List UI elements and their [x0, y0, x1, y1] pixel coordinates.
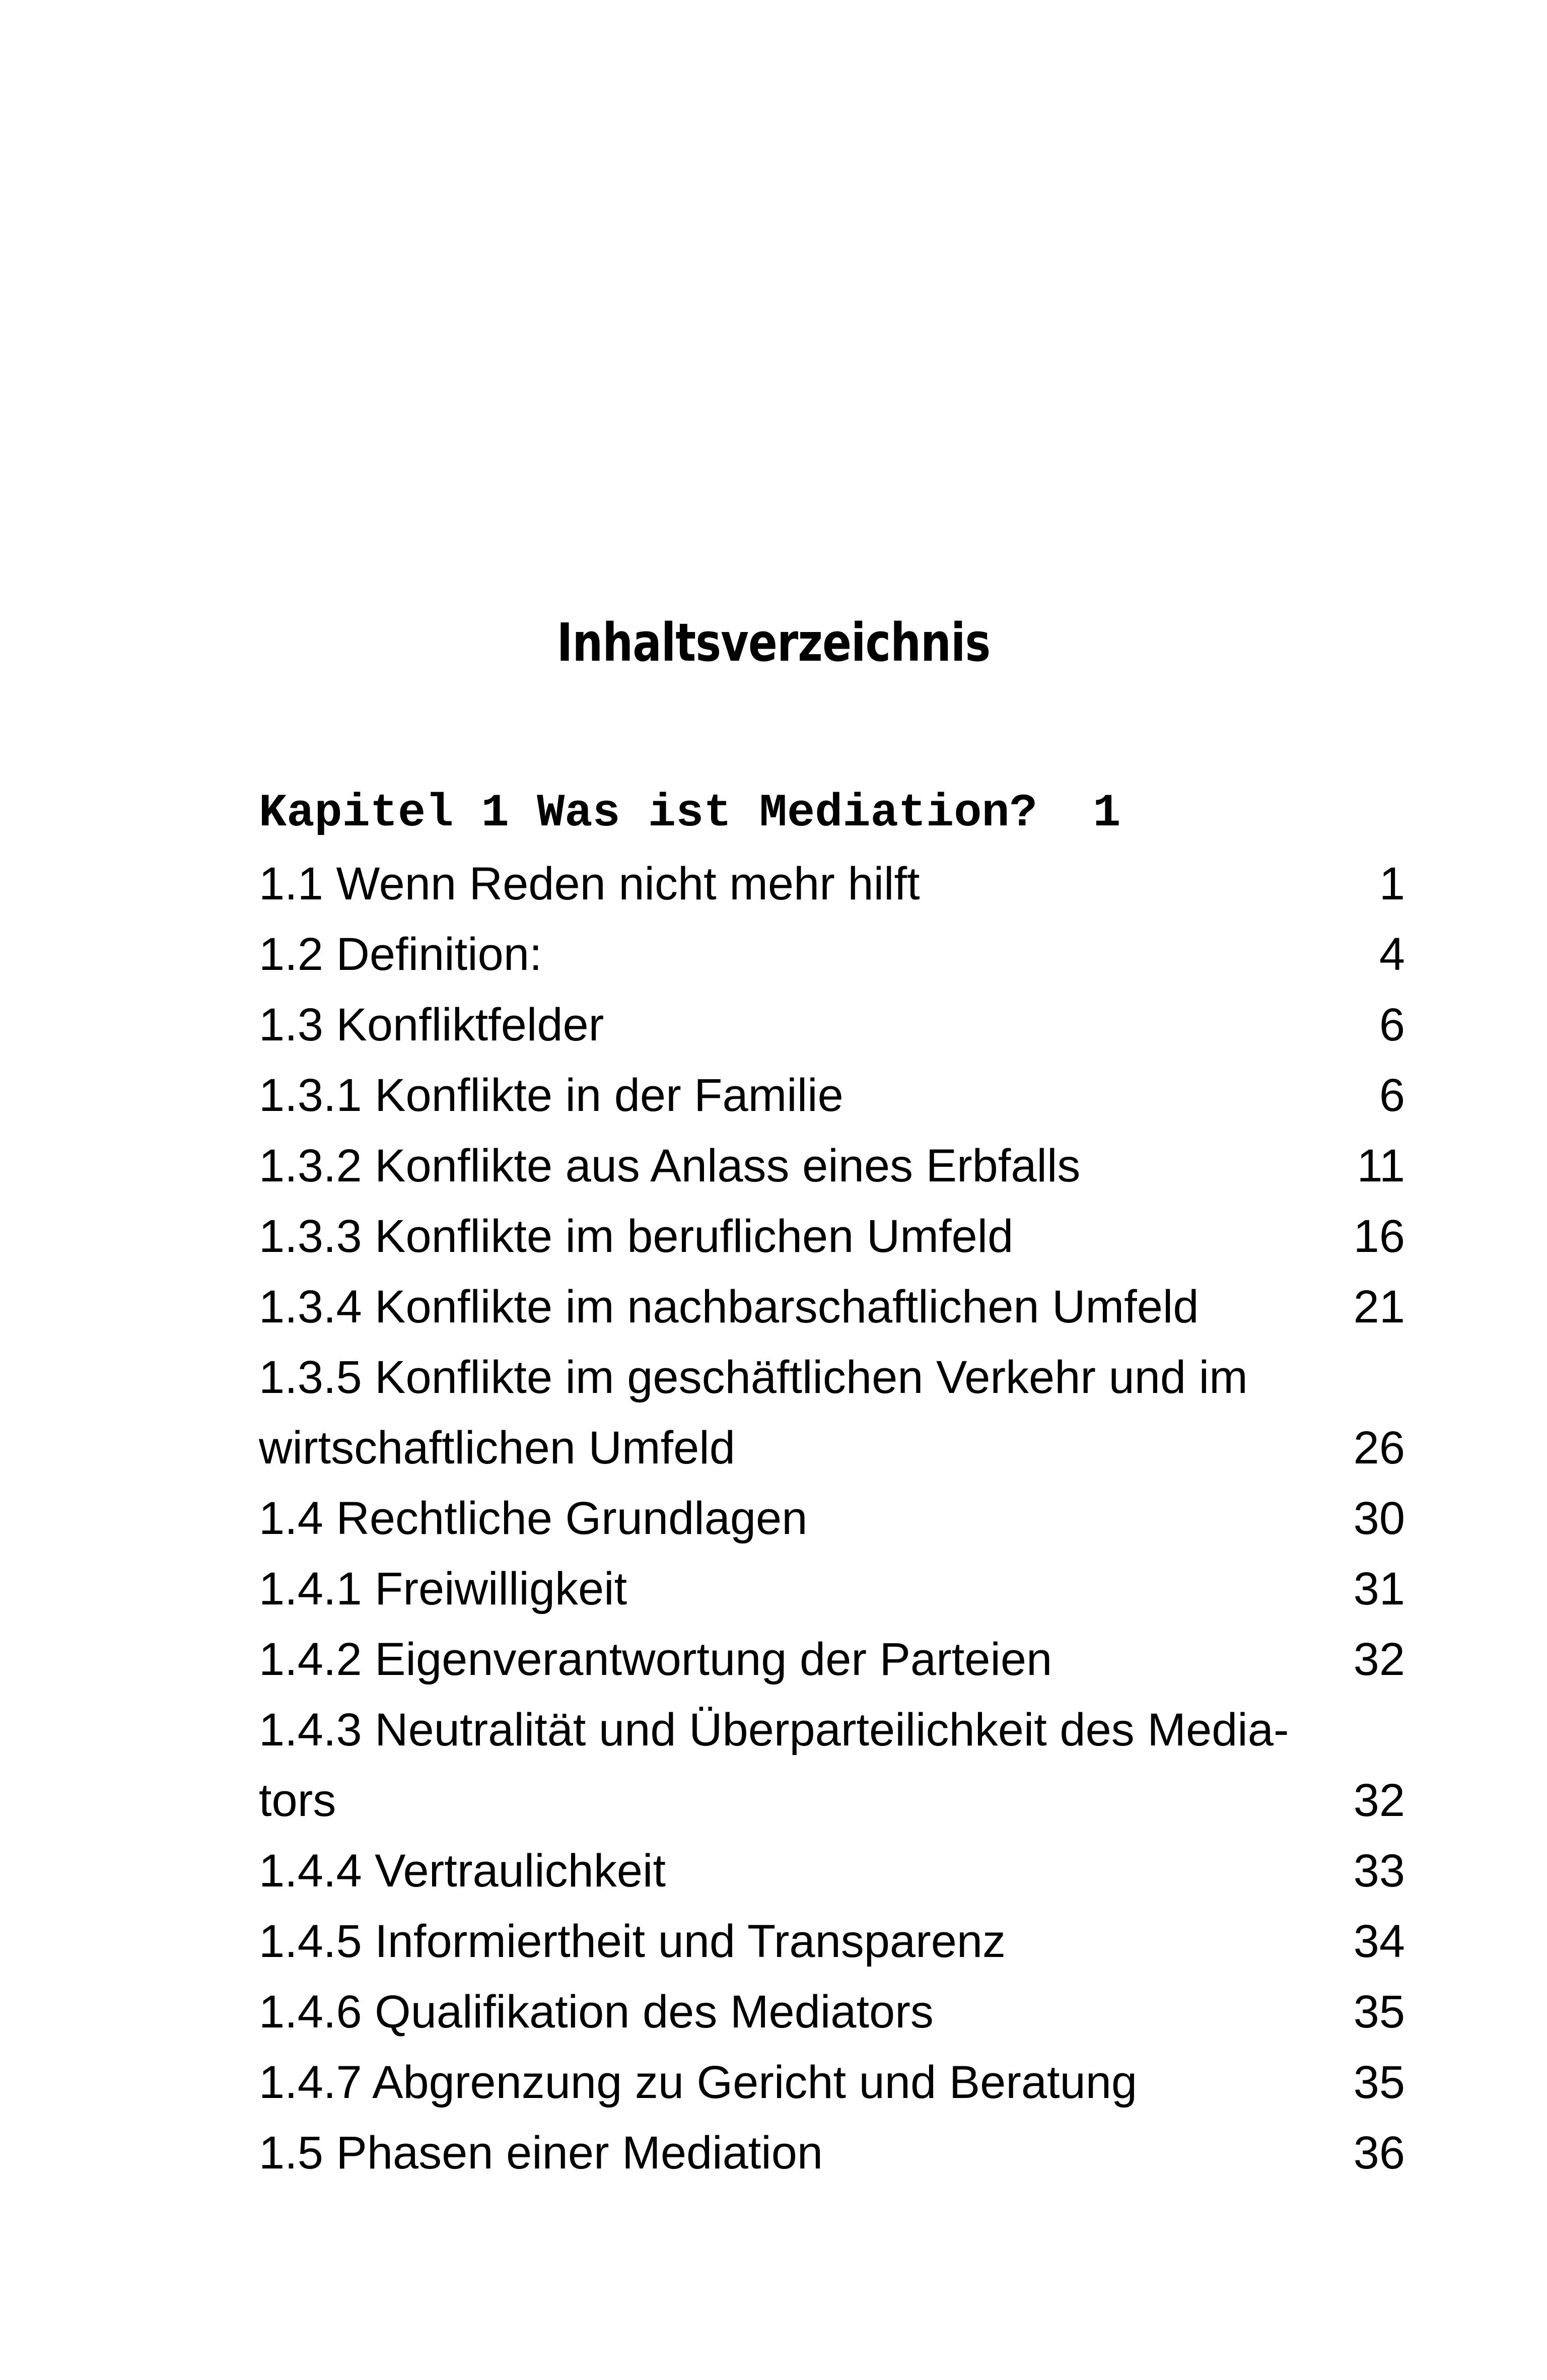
toc-page-number: 6 — [1379, 1070, 1405, 1121]
toc-page-number: 4 — [1379, 929, 1405, 980]
toc-entry-label: 1.4.5 Informiertheit und Transparenz — [259, 1916, 1006, 1967]
toc-entry-label: 1.1 Wenn Reden nicht mehr hilft — [259, 858, 920, 909]
toc-entry-label: 1.4.2 Eigenverantwortung der Parteien — [259, 1634, 1052, 1685]
toc-page-number: 11 — [1357, 1140, 1405, 1192]
toc-entry-label: 1.3.5 Konflikte im geschäftlichen Verkehr und im — [259, 1352, 1248, 1403]
toc-entry — [259, 1836, 1405, 1906]
toc-page-number: 26 — [1353, 1422, 1405, 1474]
toc-page-number: 33 — [1353, 1845, 1405, 1897]
toc-page-number: 35 — [1353, 2057, 1405, 2108]
toc-entry-label: 1.4.3 Neutralität und Überparteilichkeit des Media- — [259, 1704, 1289, 1756]
toc-entry — [259, 1977, 1405, 2047]
toc-page-number: 30 — [1353, 1493, 1405, 1544]
toc-entry — [259, 919, 1405, 990]
toc-entry-label: 1.3.3 Konflikte im beruflichen Umfeld — [259, 1211, 1014, 1262]
toc-page-number: 31 — [1353, 1563, 1405, 1615]
toc-entry-label: 1.4.6 Qualifikation des Mediators — [259, 1986, 934, 2038]
toc-page-number: 32 — [1353, 1634, 1405, 1685]
toc-entry-label: 1.2 Definition: — [259, 929, 542, 980]
page-title: Inhaltsverzeichnis — [556, 612, 991, 673]
toc-entry — [259, 1554, 1405, 1624]
toc-entry-label: 1.4.7 Abgrenzung zu Gericht und Beratung — [259, 2057, 1138, 2108]
toc-page-number: 32 — [1353, 1775, 1405, 1826]
chapter-heading — [259, 778, 1405, 849]
toc-entry — [259, 1695, 1405, 1836]
toc-entry — [259, 2118, 1405, 2188]
table-of-contents — [259, 778, 1405, 2188]
toc-entry-label-continued: wirtschaftlichen Umfeld — [259, 1422, 735, 1474]
toc-entry — [259, 1483, 1405, 1554]
toc-entry — [259, 1906, 1405, 1977]
toc-entry — [259, 1201, 1405, 1272]
toc-entry — [259, 1272, 1405, 1342]
toc-entry — [259, 1342, 1405, 1483]
toc-page-number: 1 — [1379, 858, 1405, 909]
toc-entry-label: 1.3 Konfliktfelder — [259, 999, 604, 1051]
toc-page-number: 34 — [1353, 1916, 1405, 1967]
toc-entry-label: 1.5 Phasen einer Mediation — [259, 2127, 823, 2179]
toc-page-number: 36 — [1353, 2127, 1405, 2179]
toc-entry-label: 1.3.2 Konflikte aus Anlass eines Erbfalls — [259, 1140, 1081, 1192]
toc-page-number: 6 — [1379, 999, 1405, 1051]
toc-entry — [259, 1131, 1405, 1201]
toc-page-number: 16 — [1353, 1211, 1405, 1262]
chapter-page-number: 1 — [1093, 787, 1121, 839]
toc-entry — [259, 849, 1405, 919]
chapter-label: Kapitel 1 Was ist Mediation? — [259, 787, 1037, 839]
toc-entry-label: 1.4 Rechtliche Grundlagen — [259, 1493, 808, 1544]
toc-entry-label: 1.3.4 Konflikte im nachbarschaftlichen Umfeld — [259, 1281, 1199, 1333]
toc-entry-label: 1.4.1 Freiwilligkeit — [259, 1563, 627, 1615]
toc-entry-label: 1.3.1 Konflikte in der Familie — [259, 1070, 843, 1121]
toc-entry-label: 1.4.4 Vertraulichkeit — [259, 1845, 666, 1897]
toc-entry-label-continued: tors — [259, 1775, 336, 1826]
toc-entry — [259, 990, 1405, 1060]
toc-entry — [259, 1624, 1405, 1695]
toc-page-number: 21 — [1353, 1281, 1405, 1333]
toc-entry — [259, 1060, 1405, 1131]
toc-entry — [259, 2047, 1405, 2118]
toc-page-number: 35 — [1353, 1986, 1405, 2038]
